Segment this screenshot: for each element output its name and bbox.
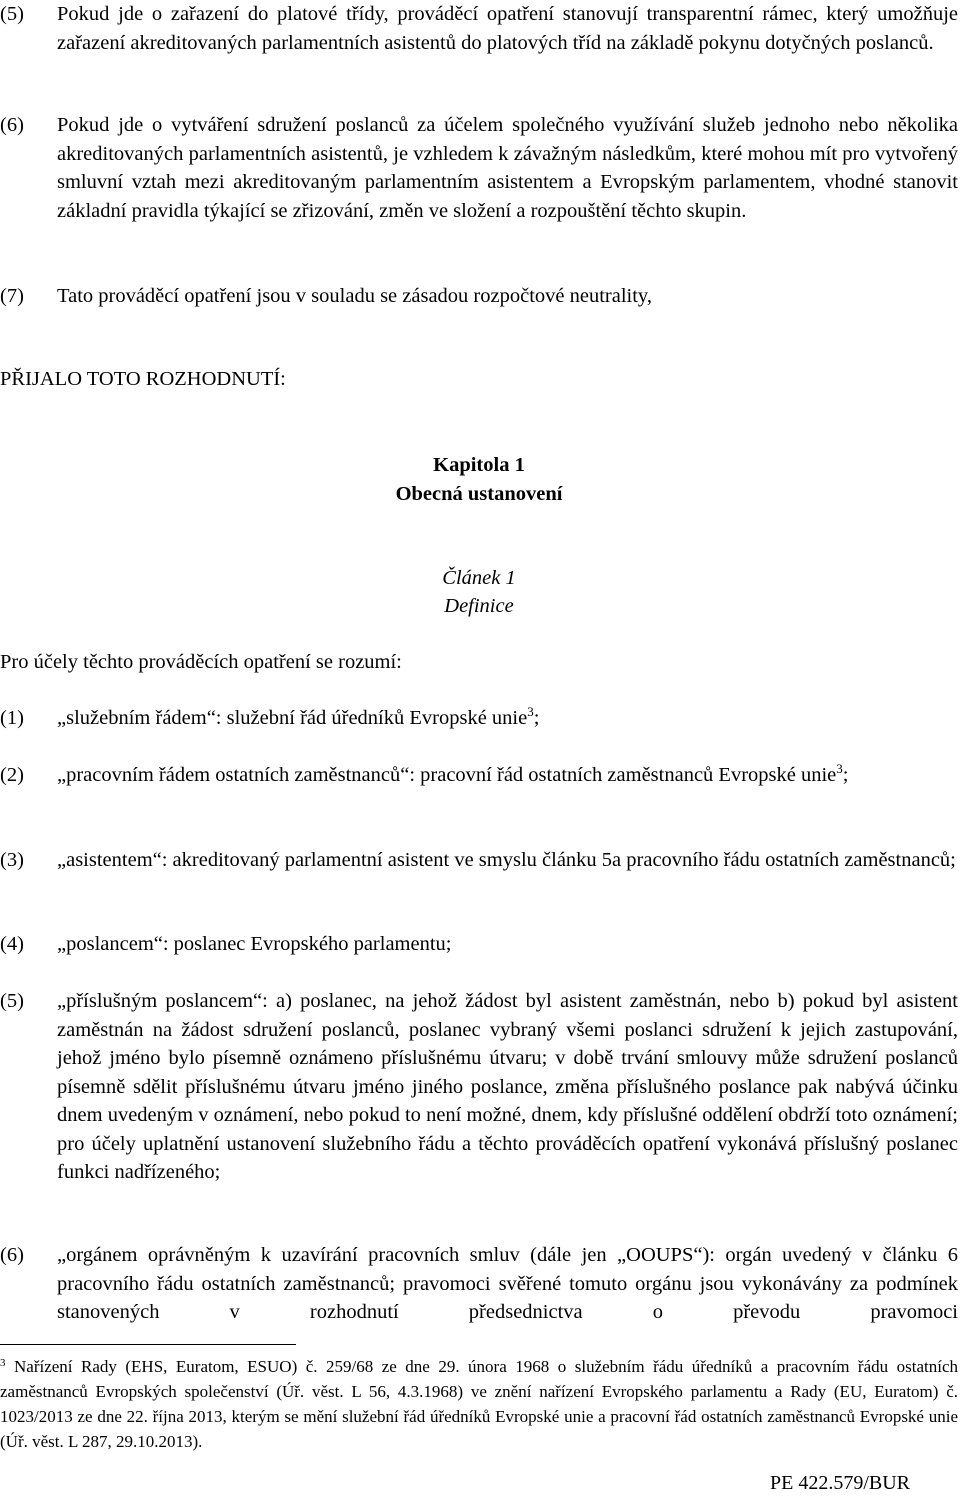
- definition-text: „orgánem oprávněným k uzavírání pracovních smluv (dále jen „OOUPS“): orgán uvedený v článku 6 pracovního řádu ostatních zaměstnanců; pravomoci svěřené tomuto orgánu jsou vykonávány za podmínek stanovených v rozhodnutí předsednictva o převodu pravomoci: [57, 1244, 958, 1323]
- decision-heading: PŘIJALO TOTO ROZHODNUTÍ:: [0, 368, 286, 390]
- recital-number: (7): [0, 285, 24, 307]
- definition-text: „služebním řádem“: služební řád úředníků Evropské unie$^3$;: [57, 704, 540, 729]
- article-title: Definice: [444, 595, 514, 617]
- definition-text: „příslušným poslancem“: a) poslanec, na jehož žádost byl asistent zaměstnán, nebo b) pokud byl asistent zaměstnán na žádost sdružení poslanců, poslanec vybraný všemi poslanci sdružení k jejich zastupování, jehož jméno bylo písemně oznámeno příslušnému útvaru; v době trvání smlouvy může sdružení poslanců písemně sdělit příslušnému útvaru jméno jiného poslance, změna příslušného poslance pak nabývá účinku dnem uvedeným v oznámení, nebo pokud to není možné, dnem, kdy příslušné oddělení obdrží toto oznámení; pro účely uplatnění ustanovení služebního řádu a těchto prováděcích opatření vykonává příslušný poslanec funkci nadřízeného;: [57, 990, 958, 1183]
- article-number: Článek 1: [442, 567, 516, 589]
- definition-text: „pracovním řádem ostatních zaměstnanců“: pracovní řád ostatních zaměstnanců Evropské unie$^3$;: [57, 761, 849, 786]
- recital-number: (6): [0, 114, 24, 136]
- definition-number: (6): [0, 1244, 24, 1266]
- definitions-intro: Pro účely těchto prováděcích opatření se rozumí:: [0, 651, 402, 673]
- definition-number: (3): [0, 849, 24, 871]
- footnote-ref[interactable]: 3: [527, 704, 534, 719]
- recital-text: Pokud jde o zařazení do platové třídy, prováděcí opatření stanovují transparentní rámec, který umožňuje zařazení akreditovaných parlamentních asistentů do platových tříd na základě pokynu dotyčných poslanců.: [57, 3, 958, 54]
- chapter-title: Obecná ustanovení: [395, 483, 563, 505]
- definition-number: (1): [0, 707, 24, 729]
- footnote: [0, 1354, 958, 1454]
- definition-number: (5): [0, 990, 24, 1012]
- definition-number: (4): [0, 933, 24, 955]
- footnote-mark: 3: [0, 1357, 6, 1369]
- footnote-separator: [0, 1344, 296, 1345]
- chapter-number: Kapitola 1: [433, 454, 525, 476]
- recital-number: (5): [0, 3, 24, 25]
- recital-text: Pokud jde o vytváření sdružení poslanců za účelem společného využívání služeb jednoho nebo několika akreditovaných parlamentních asistentů, je vzhledem k závažným následkům, které mohou mít pro vytvořený smluvní vztah mezi akreditovaným parlamentním asistentem a Evropským parlamentem, vhodné stanovit základní pravidla týkající se zřizování, změn ve složení a rozpouštění těchto skupin.: [57, 114, 958, 222]
- footnote-ref[interactable]: 3: [836, 761, 843, 776]
- recital-text: Tato prováděcí opatření jsou v souladu se zásadou rozpočtové neutrality,: [57, 285, 652, 307]
- definition-text: „asistentem“: akreditovaný parlamentní asistent ve smyslu článku 5a pracovního řádu ostatních zaměstnanců;: [57, 849, 956, 871]
- page-reference: PE 422.579/BUR: [770, 1472, 911, 1494]
- footnote-text: Nařízení Rady (EHS, Euratom, ESUO) č. 259/68 ze dne 29. února 1968 o služebním řádu úředníků a pracovním řádu ostatních zaměstnanců Evropských společenství (Úř. věst. L 56, 4.3.1968) ve znění nařízení Evropského parlamentu a Rady (EU, Euratom) č. 1023/2013 ze dne 22. října 2013, kterým se mění služební řád úředníků Evropské unie a pracovní řád ostatních zaměstnanců Evropské unie (Úř. věst. L 287, 29.10.2013).: [0, 1357, 958, 1451]
- definition-text: „poslancem“: poslanec Evropského parlamentu;: [57, 933, 452, 955]
- definition-number: (2): [0, 764, 24, 786]
